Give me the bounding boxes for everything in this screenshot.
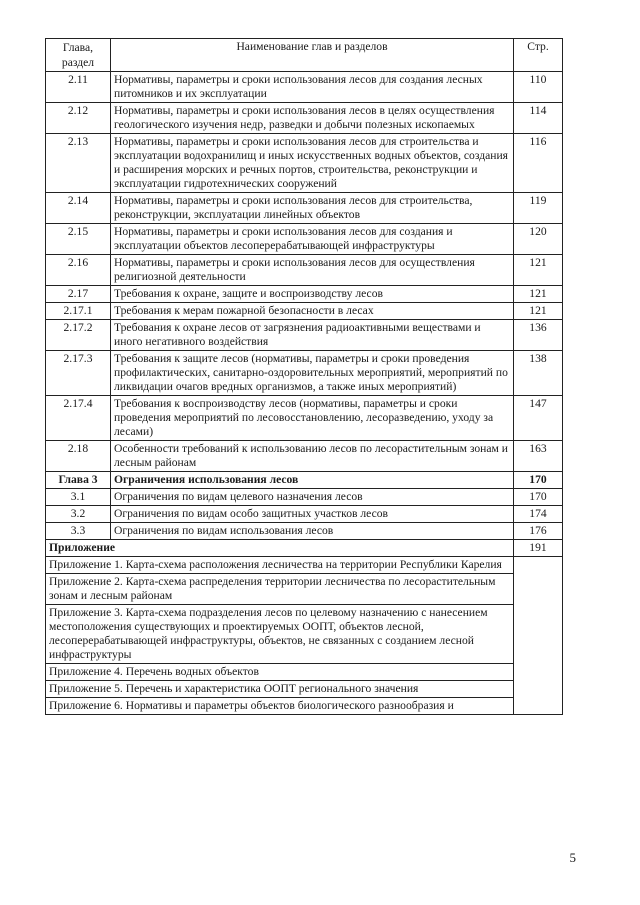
page-number: 5 xyxy=(569,850,576,865)
appendix-item: Приложение 2. Карта-схема распределения территории лесничества по лесорастительным зонам и лесным районам xyxy=(46,574,514,605)
toc-row xyxy=(46,103,563,134)
appendix-page-empty-cell xyxy=(514,557,563,715)
toc-section-title: Нормативы, параметры и сроки использования лесов для создания лесных питомников и их эксплуатации xyxy=(111,72,514,103)
toc-section-number: 2.15 xyxy=(46,224,111,255)
toc-section-page: 176 xyxy=(514,523,563,540)
toc-section-number: 2.17 xyxy=(46,286,111,303)
appendix-item-row xyxy=(46,557,563,574)
toc-section-title: Требования к воспроизводству лесов (нормативы, параметры и сроки проведения мероприятий по лесовосстановлению, лесоразведению, уходу за лесами) xyxy=(111,396,514,441)
toc-row xyxy=(46,351,563,396)
toc-header-row xyxy=(46,39,563,72)
toc-section-title: Требования к охране, защите и воспроизводству лесов xyxy=(111,286,514,303)
appendix-heading-row xyxy=(46,540,563,557)
toc-section-page: 147 xyxy=(514,396,563,441)
toc-section-number: 3.1 xyxy=(46,489,111,506)
appendix-item: Приложение 1. Карта-схема расположения лесничества на территории Республики Карелия xyxy=(46,557,514,574)
toc-row xyxy=(46,134,563,193)
appendix-item: Приложение 4. Перечень водных объектов xyxy=(46,664,514,681)
toc-section-page: 170 xyxy=(514,489,563,506)
appendix-item-row xyxy=(46,605,563,664)
header-title: Наименование глав и разделов xyxy=(111,39,514,72)
toc-section-page: 138 xyxy=(514,351,563,396)
toc-section-number: 2.16 xyxy=(46,255,111,286)
toc-section-page: 136 xyxy=(514,320,563,351)
toc-row xyxy=(46,489,563,506)
appendix-item: Приложение 3. Карта-схема подразделения лесов по целевому назначению с нанесением местоположения существующих и проектируемых ООПТ, объектов лесной, лесоперерабатывающей инфраструктуры, объектов, не связанных с созданием лесной инфраструктуры xyxy=(46,605,514,664)
toc-section-title: Требования к мерам пожарной безопасности в лесах xyxy=(111,303,514,320)
toc-row xyxy=(46,396,563,441)
toc-section-title: Нормативы, параметры и сроки использования лесов для строительства, реконструкции, эксплуатации линейных объектов xyxy=(111,193,514,224)
toc-section-number: 2.14 xyxy=(46,193,111,224)
toc-row xyxy=(46,255,563,286)
toc-row xyxy=(46,72,563,103)
toc-section-page: 121 xyxy=(514,255,563,286)
header-chapter-section: Глава, раздел xyxy=(46,39,111,72)
toc-row xyxy=(46,193,563,224)
toc-section-page: 110 xyxy=(514,72,563,103)
toc-section-page: 116 xyxy=(514,134,563,193)
toc-row xyxy=(46,303,563,320)
toc-section-number: 2.18 xyxy=(46,441,111,472)
toc-section-page: 120 xyxy=(514,224,563,255)
toc-section-number: 2.17.4 xyxy=(46,396,111,441)
toc-section-title: Нормативы, параметры и сроки использования лесов для строительства и эксплуатации водохранилищ и иных искусственных водных объектов, создания и расширения морских и речных портов, строительства, реконструкции и эксплуатации гидротехнических сооружений xyxy=(111,134,514,193)
toc-section-page: 114 xyxy=(514,103,563,134)
toc-section-title: Ограничения по видам использования лесов xyxy=(111,523,514,540)
appendix-item-row xyxy=(46,574,563,605)
toc-section-number: 2.17.3 xyxy=(46,351,111,396)
toc-table xyxy=(45,38,563,715)
toc-section-page: 121 xyxy=(514,286,563,303)
toc-section-title: Нормативы, параметры и сроки использования лесов для создания и эксплуатации объектов лесоперерабатывающей инфраструктуры xyxy=(111,224,514,255)
appendix-heading: Приложение xyxy=(46,540,514,557)
toc-section-title: Требования к защите лесов (нормативы, параметры и сроки проведения профилактических, санитарно-оздоровительных мероприятий, мероприятий по ликвидации очагов вредных организмов, а также иных мероприятий) xyxy=(111,351,514,396)
toc-row xyxy=(46,506,563,523)
toc-section-title: Ограничения использования лесов xyxy=(111,472,514,489)
toc-section-number: 2.11 xyxy=(46,72,111,103)
toc-row xyxy=(46,286,563,303)
header-page: Стр. xyxy=(514,39,563,72)
appendix-item-row xyxy=(46,698,563,715)
toc-section-number: 3.3 xyxy=(46,523,111,540)
toc-section-title: Требования к охране лесов от загрязнения радиоактивными веществами и иного негативного воздействия xyxy=(111,320,514,351)
toc-section-number: 2.13 xyxy=(46,134,111,193)
toc-section-number: 2.17.2 xyxy=(46,320,111,351)
toc-section-page: 163 xyxy=(514,441,563,472)
toc-section-number: Глава 3 xyxy=(46,472,111,489)
toc-row xyxy=(46,320,563,351)
toc-section-number: 2.17.1 xyxy=(46,303,111,320)
toc-row xyxy=(46,523,563,540)
toc-section-number: 2.12 xyxy=(46,103,111,134)
toc-section-title: Ограничения по видам особо защитных участков лесов xyxy=(111,506,514,523)
toc-section-page: 174 xyxy=(514,506,563,523)
appendix-item: Приложение 5. Перечень и характеристика ООПТ регионального значения xyxy=(46,681,514,698)
toc-section-title: Нормативы, параметры и сроки использования лесов для осуществления религиозной деятельности xyxy=(111,255,514,286)
toc-section-number: 3.2 xyxy=(46,506,111,523)
toc-row xyxy=(46,224,563,255)
toc-body xyxy=(46,72,563,715)
toc-section-title: Особенности требований к использованию лесов по лесорастительным зонам и лесным районам xyxy=(111,441,514,472)
appendix-item-row xyxy=(46,681,563,698)
toc-section-title: Нормативы, параметры и сроки использования лесов в целях осуществления геологического изучения недр, разведки и добычи полезных ископаемых xyxy=(111,103,514,134)
toc-section-page: 170 xyxy=(514,472,563,489)
toc-section-page: 119 xyxy=(514,193,563,224)
appendix-page: 191 xyxy=(514,540,563,557)
toc-row xyxy=(46,472,563,489)
toc-section-page: 121 xyxy=(514,303,563,320)
toc-row xyxy=(46,441,563,472)
toc-section-title: Ограничения по видам целевого назначения лесов xyxy=(111,489,514,506)
appendix-item-row xyxy=(46,664,563,681)
appendix-item: Приложение 6. Нормативы и параметры объектов биологического разнообразия и xyxy=(46,698,514,715)
